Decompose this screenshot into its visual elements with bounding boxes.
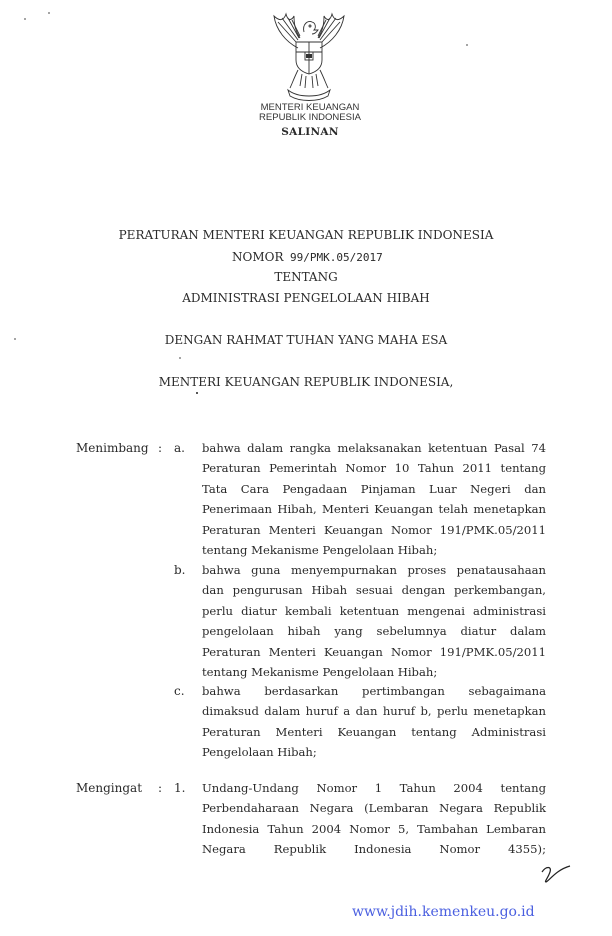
ministry-name-line1: MENTERI KEUANGAN — [260, 102, 360, 113]
menimbang-item-a — [202, 438, 546, 560]
text-line: Tata Cara Pengadaan Pinjaman Luar Negeri dan — [202, 481, 546, 496]
menimbang-item-b — [202, 560, 546, 682]
regulation-title: PERATURAN MENTERI KEUANGAN REPUBLIK INDONESIA — [118, 228, 494, 242]
menimbang-item-b-marker: b. — [174, 563, 186, 577]
mengingat-colon: : — [158, 781, 163, 795]
ministry-name-line2: REPUBLIK INDONESIA — [259, 112, 361, 123]
text-line: dan pengurusan Hibah sesuai dengan perkembangan, — [202, 583, 546, 598]
mengingat-label: Mengingat — [76, 781, 143, 795]
text-line: Pengelolaan Hibah; — [202, 745, 317, 760]
garuda-emblem-icon — [268, 8, 350, 104]
text-line: Undang-Undang Nomor 1 Tahun 2004 tentang — [202, 781, 546, 795]
menimbang-item-c — [202, 681, 546, 763]
text-line: Penerimaan Hibah, Menteri Keuangan telah menetapkan — [202, 502, 546, 517]
invocation-line: DENGAN RAHMAT TUHAN YANG MAHA ESA — [164, 333, 448, 347]
text-line: Perbendaharaan Negara (Lembaran Negara Republik — [202, 801, 546, 816]
text-line: pengelolaan hibah yang sebelumnya diatur dalam — [202, 624, 546, 639]
menimbang-item-c-marker: c. — [174, 684, 185, 698]
menimbang-item-a-marker: a. — [174, 441, 185, 455]
scan-speck — [48, 12, 50, 14]
text-line: Peraturan Menteri Keuangan Nomor 191/PMK.05/2011 — [202, 644, 546, 659]
text-line: tentang Mekanisme Pengelolaan Hibah; — [202, 664, 438, 679]
regulation-number-label: NOMOR — [232, 250, 284, 264]
text-line: Peraturan Menteri Keuangan tentang Administrasi — [202, 724, 546, 739]
jdih-website-link[interactable]: www.jdih.kemenkeu.go.id — [352, 904, 535, 920]
text-line: perlu diatur kembali ketentuan mengenai administrasi — [202, 603, 546, 618]
text-line: Peraturan Menteri Keuangan Nomor 191/PMK.05/2011 — [202, 522, 546, 537]
menimbang-label: Menimbang — [76, 441, 149, 455]
text-line: bahwa guna menyempurnakan proses penatausahaan — [202, 563, 546, 577]
authority-line: MENTERI KEUANGAN REPUBLIK INDONESIA, — [158, 375, 454, 389]
text-line: bahwa dalam rangka melaksanakan ketentuan Pasal 74 — [202, 441, 546, 455]
paraf-initial-icon — [538, 862, 572, 884]
text-line: bahwa berdasarkan pertimbangan sebagaimana — [202, 684, 546, 698]
salinan-stamp: SALINAN — [281, 126, 339, 138]
text-line: Peraturan Pemerintah Nomor 10 Tahun 2011 tentang — [202, 461, 546, 476]
regulation-number-value: 99/PMK.05/2017 — [290, 251, 383, 264]
mengingat-item-1-marker: 1. — [174, 781, 186, 795]
regulation-subject: ADMINISTRASI PENGELOLAAN HIBAH — [182, 291, 430, 305]
scan-speck — [196, 392, 198, 394]
text-line: Negara Republik Indonesia Nomor 4355); — [202, 842, 546, 857]
about-heading: TENTANG — [274, 270, 338, 284]
scan-speck — [466, 44, 468, 46]
text-line: tentang Mekanisme Pengelolaan Hibah; — [202, 542, 438, 557]
menimbang-colon: : — [158, 441, 163, 455]
mengingat-item-1 — [202, 778, 546, 860]
text-line: dimaksud dalam huruf a dan huruf b, perlu menetapkan — [202, 704, 546, 719]
scan-speck — [179, 357, 181, 359]
text-line: Indonesia Tahun 2004 Nomor 5, Tambahan Lembaran — [202, 821, 546, 836]
scan-speck — [24, 18, 26, 20]
scan-speck — [14, 338, 16, 340]
